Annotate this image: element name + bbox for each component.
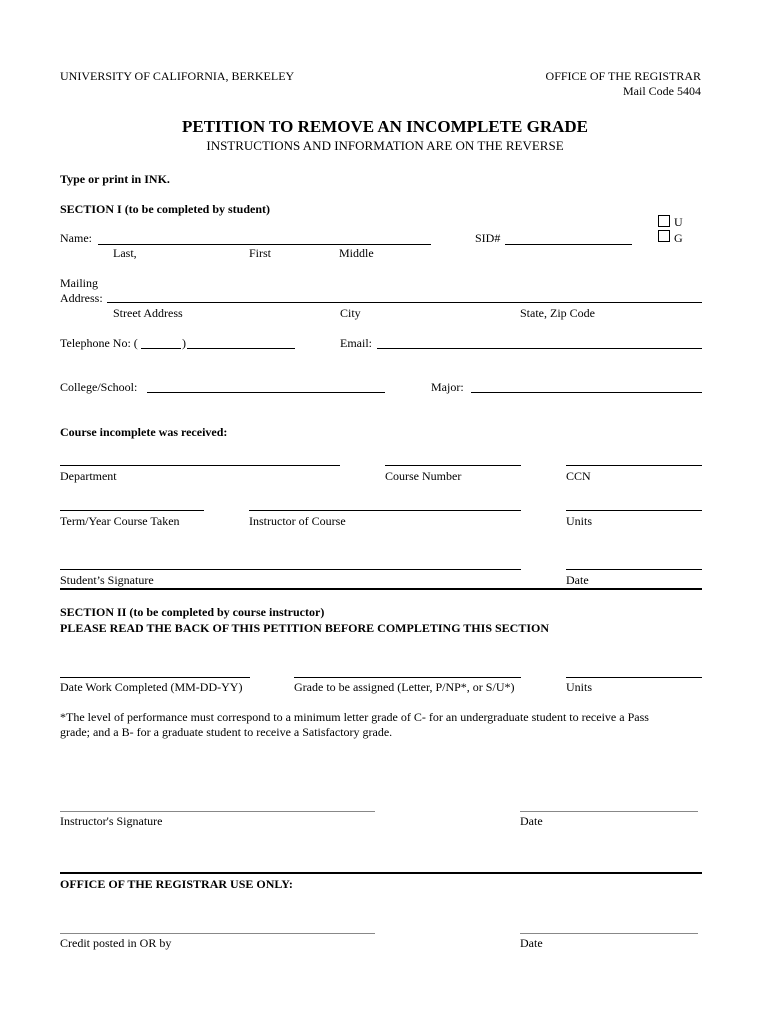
course-heading: Course incomplete was received: xyxy=(60,425,228,439)
credit-posted-label: Credit posted in OR by xyxy=(60,936,172,950)
state-zip-label: State, Zip Code xyxy=(520,306,595,320)
undergraduate-checkbox[interactable] xyxy=(658,215,670,227)
instructor-date-label: Date xyxy=(520,814,543,828)
email-label: Email: xyxy=(340,336,372,350)
grade-note-line2: grade; and a B- for a graduate student to receive a Satisfactory grade. xyxy=(60,725,393,739)
office-use-heading: OFFICE OF THE REGISTRAR USE ONLY: xyxy=(60,877,293,891)
section1-heading: SECTION I (to be completed by student) xyxy=(60,202,271,216)
area-code-field[interactable] xyxy=(141,348,181,349)
college-label: College/School: xyxy=(60,380,138,394)
term-field[interactable] xyxy=(60,510,204,511)
office-date-label: Date xyxy=(520,936,543,950)
section2-notice: PLEASE READ THE BACK OF THIS PETITION BEFORE COMPLETING THIS SECTION xyxy=(60,621,550,635)
ink-note: Type or print in INK. xyxy=(60,172,170,186)
undergraduate-checkbox-label: U xyxy=(674,215,683,229)
course-number-field[interactable] xyxy=(385,465,521,466)
office-name: OFFICE OF THE REGISTRAR xyxy=(545,69,701,83)
address-field[interactable] xyxy=(107,302,702,303)
telephone-label: Telephone No: ( xyxy=(60,336,138,350)
date-completed-label: Date Work Completed (MM-DD-YY) xyxy=(60,680,243,694)
name-label: Name: xyxy=(60,231,92,245)
department-field[interactable] xyxy=(60,465,340,466)
instructor-date-field[interactable] xyxy=(520,811,698,812)
ccn-label: CCN xyxy=(566,469,591,483)
major-label: Major: xyxy=(431,380,464,394)
last-name-label: Last, xyxy=(113,246,137,260)
graduate-checkbox-label: G xyxy=(674,231,683,245)
mail-code: Mail Code 5404 xyxy=(623,84,701,98)
ccn-field[interactable] xyxy=(566,465,702,466)
office-divider xyxy=(60,872,702,874)
telephone-close-paren: ) xyxy=(182,336,186,350)
instructor-signature-field[interactable] xyxy=(60,811,375,812)
page-subtitle: INSTRUCTIONS AND INFORMATION ARE ON THE REVERSE xyxy=(206,138,564,153)
grade-label: Grade to be assigned (Letter, P/NP*, or S/U*) xyxy=(294,680,515,694)
graduate-checkbox[interactable] xyxy=(658,230,670,242)
name-field[interactable] xyxy=(98,244,431,245)
page-title: PETITION TO REMOVE AN INCOMPLETE GRADE xyxy=(181,117,589,136)
student-date-field[interactable] xyxy=(566,569,702,570)
student-signature-field[interactable] xyxy=(60,569,521,570)
section2-units-label: Units xyxy=(566,680,593,694)
mailing-label: Mailing xyxy=(60,276,98,290)
office-date-field[interactable] xyxy=(520,933,698,934)
sid-field[interactable] xyxy=(505,244,632,245)
instructor-field[interactable] xyxy=(249,510,521,511)
college-field[interactable] xyxy=(147,392,385,393)
major-field[interactable] xyxy=(471,392,702,393)
units-label: Units xyxy=(566,514,593,528)
address-label: Address: xyxy=(60,291,103,305)
sid-label: SID# xyxy=(475,231,501,245)
units-field[interactable] xyxy=(566,510,702,511)
city-label: City xyxy=(340,306,361,320)
term-label: Term/Year Course Taken xyxy=(60,514,180,528)
email-field[interactable] xyxy=(377,348,702,349)
credit-posted-field[interactable] xyxy=(60,933,375,934)
middle-name-label: Middle xyxy=(339,246,374,260)
university-name: UNIVERSITY OF CALIFORNIA, BERKELEY xyxy=(60,69,295,83)
department-label: Department xyxy=(60,469,117,483)
telephone-field[interactable] xyxy=(187,348,295,349)
course-number-label: Course Number xyxy=(385,469,462,483)
date-completed-field[interactable] xyxy=(60,677,250,678)
grade-note-line1: *The level of performance must correspond to a minimum letter grade of C- for an undergraduate student to receive a Pass xyxy=(60,710,649,724)
section-divider xyxy=(60,588,702,590)
street-address-label: Street Address xyxy=(113,306,183,320)
grade-field[interactable] xyxy=(294,677,521,678)
instructor-label: Instructor of Course xyxy=(249,514,346,528)
student-signature-label: Student’s Signature xyxy=(60,573,154,587)
first-name-label: First xyxy=(249,246,272,260)
section2-heading: SECTION II (to be completed by course instructor) xyxy=(60,605,325,619)
section2-units-field[interactable] xyxy=(566,677,702,678)
instructor-signature-label: Instructor's Signature xyxy=(60,814,163,828)
student-date-label: Date xyxy=(566,573,589,587)
